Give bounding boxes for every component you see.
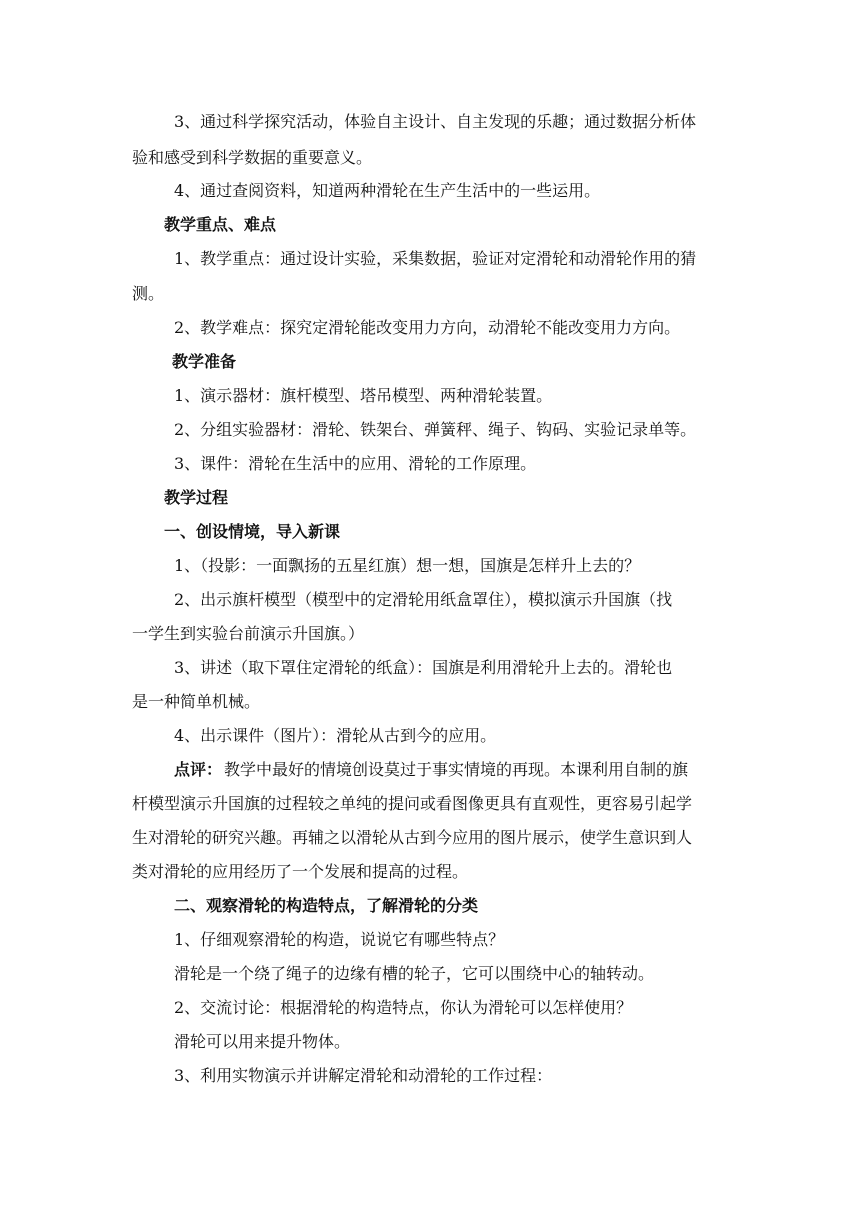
heading-process: 教学过程 xyxy=(164,488,229,507)
section-2-heading: 二、观察滑轮的构造特点，了解滑轮的分类 xyxy=(174,896,479,915)
comment-label: 点评： xyxy=(174,760,223,779)
objective-3-line-2: 验和感受到科学数据的重要意义。 xyxy=(132,148,373,167)
difficulty: 2、教学难点：探究定滑轮能改变用力方向，动滑轮不能改变用力方向。 xyxy=(174,318,681,337)
comment-line-4: 类对滑轮的应用经历了一个发展和提高的过程。 xyxy=(132,862,469,881)
section-2-step-3: 3、利用实物演示并讲解定滑轮和动滑轮的工作过程： xyxy=(174,1066,553,1085)
section-2-answer-2: 滑轮可以用来提升物体。 xyxy=(174,1032,351,1051)
step-2-line-1: 2、出示旗杆模型（模型中的定滑轮用纸盒罩住），模拟演示升国旗（找 xyxy=(174,590,673,609)
step-2-line-2: 一学生到实验台前演示升国旗。） xyxy=(132,624,365,643)
preparation-3: 3、课件：滑轮在生活中的应用、滑轮的工作原理。 xyxy=(174,454,537,473)
objective-4: 4、通过查阅资料，知道两种滑轮在生产生活中的一些运用。 xyxy=(174,181,601,200)
heading-preparation: 教学准备 xyxy=(172,352,237,371)
key-point-line-2: 测。 xyxy=(132,284,165,303)
key-point-line-1: 1、教学重点：通过设计实验，采集数据，验证对定滑轮和动滑轮作用的猜 xyxy=(174,249,697,268)
section-2-step-1: 1、仔细观察滑轮的构造，说说它有哪些特点？ xyxy=(174,930,505,949)
preparation-1: 1、演示器材：旗杆模型、塔吊模型、两种滑轮装置。 xyxy=(174,386,553,405)
preparation-2: 2、分组实验器材：滑轮、铁架台、弹簧秤、绳子、钩码、实验记录单等。 xyxy=(174,420,697,439)
step-3-line-2: 是一种简单机械。 xyxy=(132,692,261,711)
section-2-answer-1: 滑轮是一个绕了绳子的边缘有槽的轮子，它可以围绕中心的轴转动。 xyxy=(174,964,655,983)
objective-3-line-1: 3、通过科学探究活动，体验自主设计、自主发现的乐趣；通过数据分析体 xyxy=(174,112,697,131)
comment-line-2: 杆模型演示升国旗的过程较之单纯的提问或看图像更具有直观性，更容易引起学 xyxy=(132,794,693,813)
step-4: 4、出示课件（图片）：滑轮从古到今的应用。 xyxy=(174,726,497,745)
step-1: 1、（投影：一面飘扬的五星红旗）想一想，国旗是怎样升上去的？ xyxy=(174,556,641,575)
step-3-line-1: 3、讲述（取下罩住定滑轮的纸盒）：国旗是利用滑轮升上去的。滑轮也 xyxy=(174,658,673,677)
heading-key-points: 教学重点、难点 xyxy=(164,215,277,234)
section-2-step-2: 2、交流讨论：根据滑轮的构造特点，你认为滑轮可以怎样使用？ xyxy=(174,998,633,1017)
section-1-heading: 一、创设情境，导入新课 xyxy=(164,522,341,541)
comment-line-1: 教学中最好的情境创设莫过于事实情境的再现。本课利用自制的旗 xyxy=(224,760,689,779)
comment-line-3: 生对滑轮的研究兴趣。再辅之以滑轮从古到今应用的图片展示，使学生意识到人 xyxy=(132,828,693,847)
